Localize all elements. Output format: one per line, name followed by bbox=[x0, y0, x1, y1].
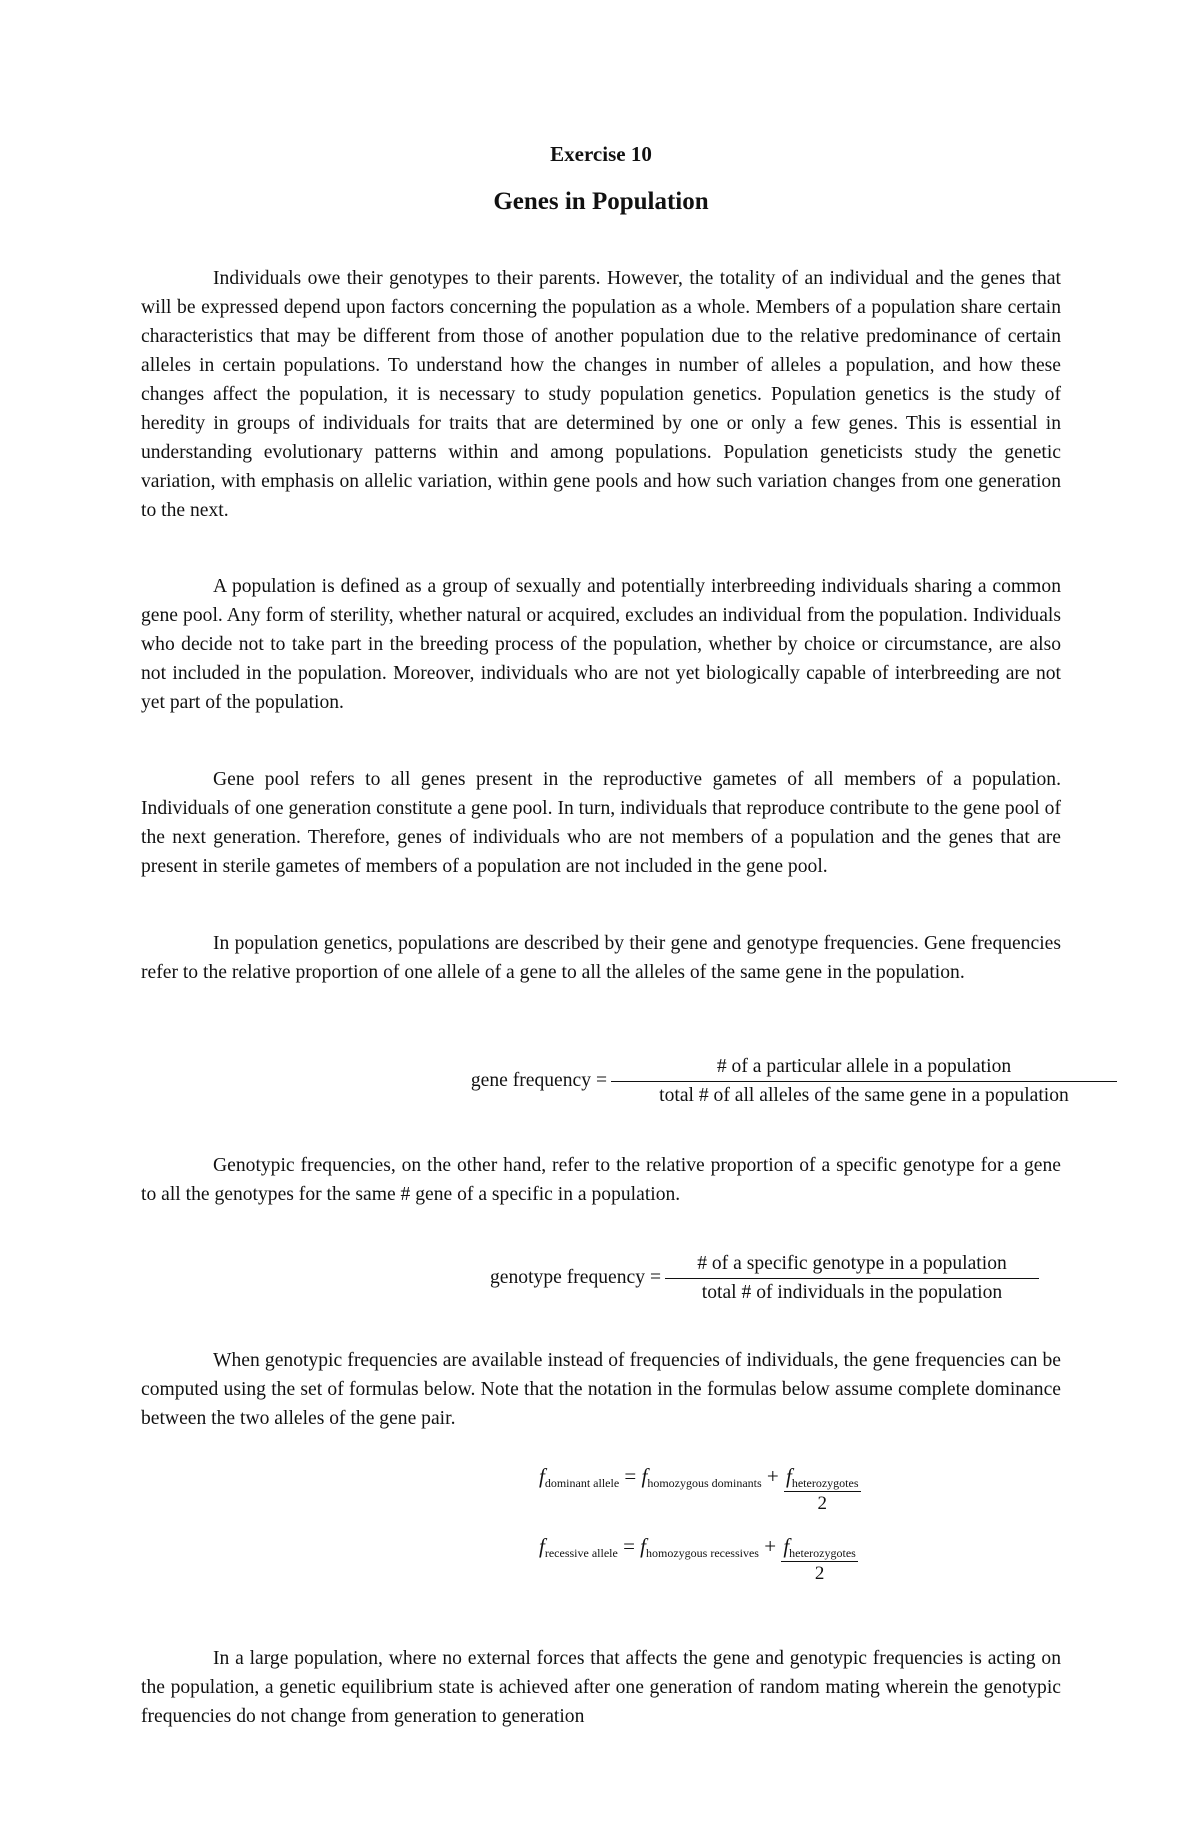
paragraph-frequencies: In population genetics, populations are described by their gene and genotype frequencies. Gene frequencies refer to the relative proportion of one allele of a gene to all the alleles of the same gene in the population. bbox=[141, 933, 1061, 983]
homozygous-dominants-subscript: homozygous dominants bbox=[647, 1476, 762, 1490]
divisor: 2 bbox=[817, 1493, 827, 1514]
paragraph-intro: Individuals owe their genotypes to their parents. However, the totality of an individual and the genes that will be expressed depend upon factors concerning the population as a whole. Members of a population share certain characteristics that may be different from those of another population due to the relative predominance of certain alleles in certain populations. To understand how the changes in number of alleles a population, and how these changes affect the population, it is necessary to study population genetics. Population genetics is the study of heredity in groups of individuals for traits that are determined by one or only a few genes. This is essential in understanding evolutionary patterns within and among populations. Population geneticists study the genetic variation, with emphasis on allelic variation, within gene pools and how such variation changes from one generation to the next. bbox=[141, 268, 1061, 521]
paragraph-genotypic: Genotypic frequencies, on the other hand, refer to the relative proportion of a specific genotype for a gene to all the genotypes for the same # gene of a specific in a population. bbox=[141, 1155, 1061, 1205]
f-symbol: f bbox=[786, 1464, 792, 1488]
equals-sign: = bbox=[624, 1464, 637, 1488]
dominant-allele-formula bbox=[539, 1464, 861, 1516]
paragraph-gene-pool: Gene pool refers to all genes present in the reproductive gametes of all members of a population. Individuals of one generation constitute a gene pool. In turn, individuals that reproduce contribute to the gene pool of the next generation. Therefore, genes of individuals who are not members of a population and the genes that are present in sterile gametes of members of a population are not included in the gene pool. bbox=[141, 769, 1061, 877]
heterozygotes-numerator bbox=[784, 1464, 860, 1492]
f-symbol: f bbox=[783, 1534, 790, 1558]
genotype-frequency-numerator: # of a specific genotype in a population bbox=[665, 1250, 1039, 1279]
paragraph-equilibrium: In a large population, where no external forces that affects the gene and genotypic frequencies is acting on the population, a genetic equilibrium state is achieved after one generation of random mating wherein the genotypic frequencies do not change from generation to generation bbox=[141, 1648, 1061, 1727]
genotype-frequency-denominator: total # of individuals in the population bbox=[701, 1282, 1003, 1303]
f-symbol: f bbox=[539, 1534, 545, 1558]
heterozygotes-numerator bbox=[781, 1534, 857, 1562]
plus-sign: + bbox=[764, 1534, 777, 1558]
heterozygotes-subscript: heterozygotes bbox=[791, 1476, 859, 1490]
genotype-frequency-label: genotype frequency = bbox=[490, 1267, 661, 1288]
recessive-allele-subscript: recessive allele bbox=[544, 1546, 618, 1560]
recessive-allele-formula bbox=[539, 1534, 858, 1586]
dominant-allele-subscript: dominant allele bbox=[544, 1476, 620, 1490]
divisor: 2 bbox=[814, 1563, 825, 1584]
gene-frequency-denominator: total # of all alleles of the same gene in a population bbox=[659, 1085, 1069, 1106]
page-title: Genes in Population bbox=[493, 188, 709, 215]
gene-frequency-numerator: # of a particular allele in a population bbox=[611, 1053, 1117, 1082]
genotype-frequency-formula bbox=[490, 1250, 1039, 1307]
f-symbol: f bbox=[539, 1464, 545, 1488]
f-symbol: f bbox=[640, 1534, 646, 1558]
heterozygotes-fraction bbox=[784, 1464, 860, 1516]
f-symbol: f bbox=[641, 1464, 648, 1488]
heterozygotes-fraction bbox=[781, 1534, 857, 1586]
homozygous-recessives-subscript: homozygous recessives bbox=[646, 1546, 759, 1560]
heterozygotes-subscript: heterozygotes bbox=[789, 1546, 856, 1560]
paragraph-population: A population is defined as a group of sexually and potentially interbreeding individuals sharing a common gene pool. Any form of sterility, whether natural or acquired, excludes an individual from the population. Individuals who decide not to take part in the breeding process of the population, whether by choice or circumstance, are also not included in the population. Moreover, individuals who are not yet biologically capable of interbreeding are not yet part of the population. bbox=[141, 576, 1061, 713]
equals-sign: = bbox=[623, 1534, 635, 1558]
plus-sign: + bbox=[766, 1464, 779, 1488]
gene-frequency-formula bbox=[470, 1053, 1117, 1110]
exercise-number: Exercise 10 bbox=[550, 142, 652, 166]
gene-frequency-label: gene frequency = bbox=[470, 1070, 607, 1091]
paragraph-computed: When genotypic frequencies are available instead of frequencies of individuals, the gene frequencies can be computed using the set of formulas below. Note that the notation in the formulas below assume complete dominance between the two alleles of the gene pair. bbox=[141, 1350, 1061, 1429]
